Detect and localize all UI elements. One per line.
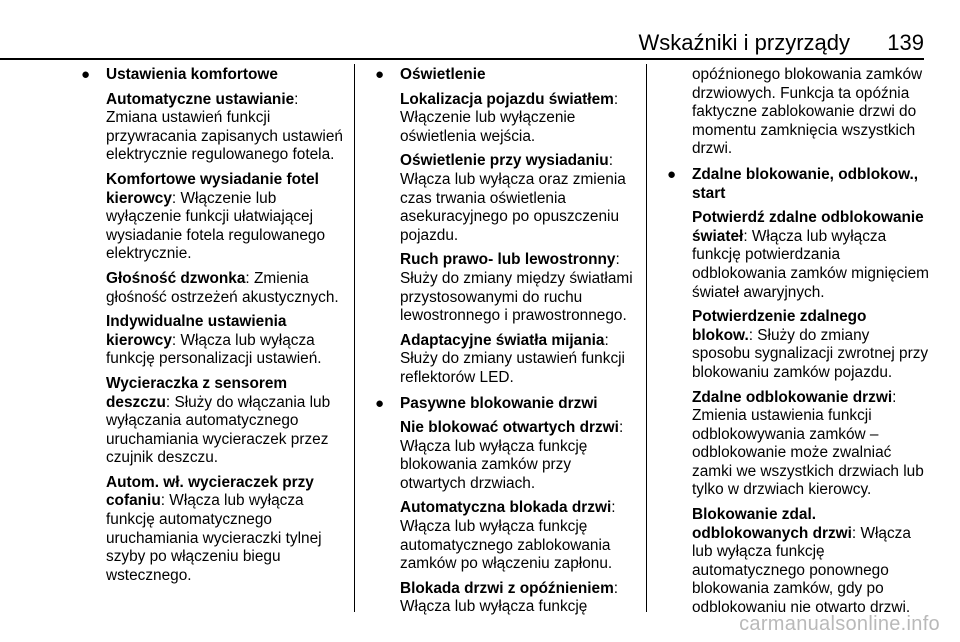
section bbox=[667, 166, 929, 618]
section-heading: Pasywne blokowanie drzwi bbox=[400, 394, 598, 412]
setting-description: Zmienia ustawienia funkcji odblokowywania zamków – odblokowanie może zwalniać zamki we wszystkich drzwiach lub tylko w drzwiach kierowcy. bbox=[692, 407, 924, 499]
setting-separator: : bbox=[611, 499, 616, 517]
setting-item bbox=[106, 375, 347, 468]
setting-item bbox=[400, 499, 637, 573]
setting-item bbox=[400, 332, 637, 388]
setting-description: Włącza lub wyłącza oraz zmienia czas trwania oświetlenia asekuracyjnego po opuszczeniu pojazdu. bbox=[400, 170, 626, 244]
setting-item bbox=[692, 209, 929, 302]
setting-description: Włącza lub wyłącza funkcję bbox=[400, 598, 588, 616]
setting-separator: : bbox=[171, 189, 177, 207]
setting-item bbox=[400, 152, 637, 245]
setting-item bbox=[106, 171, 347, 264]
bullet-icon: ● bbox=[667, 165, 677, 183]
setting-name: Potwierdzenie zdalnego blokow. bbox=[692, 308, 867, 344]
setting-name: Blokada drzwi z opóźnieniem bbox=[400, 579, 614, 597]
setting-separator: : bbox=[160, 492, 166, 510]
setting-item bbox=[106, 474, 347, 586]
setting-name: Oświetlenie przy wysiadaniu bbox=[400, 152, 609, 170]
setting-name: Automatyczna blokada drzwi bbox=[400, 499, 612, 517]
watermark: carmanualsonline.info bbox=[739, 613, 940, 635]
setting-separator: : bbox=[851, 524, 857, 542]
column-2 bbox=[375, 66, 637, 624]
setting-separator: : bbox=[604, 331, 609, 349]
setting-item bbox=[106, 270, 347, 307]
setting-name: Komfortowe wysiadanie fotel kierowcy bbox=[106, 170, 319, 207]
setting-description: Włącza lub wyłącza funkcję automatycznego ponownego blokowania zamków, gdy po odblokowaniu nie otwarto drzwi. bbox=[692, 524, 911, 617]
setting-name: Adaptacyjne światła mijania bbox=[400, 331, 605, 349]
setting-description: Włącza lub wyłącza funkcję personalizacji ustawień. bbox=[106, 331, 322, 368]
setting-item bbox=[400, 419, 637, 493]
setting-name: Autom. wł. wycieraczek przy cofaniu bbox=[106, 473, 314, 510]
setting-description: Włącza lub wyłącza funkcję potwierdzania odblokowania zamków mignięciem świateł awaryjnych. bbox=[692, 227, 929, 301]
setting-separator: : bbox=[245, 269, 250, 287]
setting-separator: : bbox=[892, 388, 897, 406]
setting-description: Służy do zmiany sposobu sygnalizacji zwrotnej przy blokowaniu zamków pojazdu. bbox=[692, 326, 929, 381]
setting-name: Wycieraczka z sensorem deszczu bbox=[106, 374, 288, 411]
setting-description: Włącza lub wyłącza funkcję blokowania zamków przy otwartych drzwiach. bbox=[400, 437, 588, 492]
section-heading: Ustawienia komfortowe bbox=[106, 66, 278, 83]
setting-description: Włączenie lub wyłączenie oświetlenia wejścia. bbox=[400, 109, 576, 145]
setting-name: Indywidualne ustawienia kierowcy bbox=[106, 313, 287, 349]
setting-item bbox=[692, 308, 929, 382]
setting-name: Potwierdź zdalne odblokowanie świateł bbox=[692, 209, 924, 245]
setting-description: Służy do zmiany między światłami przystosowanymi do ruchu lewostronnego i prawostronnego. bbox=[400, 269, 633, 325]
section-heading: Oświetlenie bbox=[400, 66, 486, 83]
setting-description: Włączenie lub wyłączenie funkcji ułatwiającej wysiadanie fotela regulowanego elektrycznie. bbox=[106, 189, 326, 263]
setting-description: Zmiana ustawień funkcji przywracania zapisanych ustawień elektrycznie regulowanego fotela. bbox=[106, 109, 343, 164]
bullet-icon: ● bbox=[375, 394, 385, 412]
setting-description: Służy do włączania lub wyłączania automatycznego uruchamiania wycieraczek przez czujnik deszczu. bbox=[106, 393, 331, 467]
column-1 bbox=[81, 66, 347, 592]
setting-separator: : bbox=[294, 90, 299, 108]
column-divider bbox=[646, 64, 647, 612]
page-number: 139 bbox=[887, 30, 924, 55]
column-3 bbox=[667, 66, 929, 625]
setting-item bbox=[692, 389, 929, 501]
setting-name: Ruch prawo- lub lewostronny bbox=[400, 251, 616, 269]
bullet-icon: ● bbox=[375, 66, 385, 83]
column-divider bbox=[354, 64, 355, 612]
setting-name: Głośność dzwonka bbox=[106, 269, 246, 287]
setting-item bbox=[400, 580, 637, 617]
setting-separator: : bbox=[171, 331, 177, 349]
section bbox=[81, 66, 347, 585]
setting-description: Włącza lub wyłącza funkcję automatycznego zablokowania zamków po włączeniu zapłonu. bbox=[400, 518, 613, 573]
setting-name: Lokalizacja pojazdu światłem bbox=[400, 90, 614, 108]
setting-separator: : bbox=[608, 152, 613, 170]
setting-name: Automatyczne ustawianie bbox=[106, 90, 295, 108]
setting-separator: : bbox=[165, 393, 171, 411]
setting-description: Zmienia głośność ostrzeżeń akustycznych. bbox=[106, 269, 339, 306]
section-heading: Zdalne blokowanie, odblokow., start bbox=[692, 165, 919, 202]
setting-name: Zdalne odblokowanie drzwi bbox=[692, 388, 893, 406]
section bbox=[375, 395, 637, 618]
setting-name: Blokowanie zdal. odblokowanych drzwi bbox=[692, 506, 852, 542]
setting-separator: : bbox=[743, 227, 748, 245]
setting-separator: : bbox=[748, 326, 753, 344]
page-title: Wskaźniki i przyrządy bbox=[638, 30, 850, 55]
page-header bbox=[0, 30, 924, 56]
setting-name: Nie blokować otwartych drzwi bbox=[400, 419, 619, 437]
section bbox=[375, 66, 637, 388]
setting-separator: : bbox=[613, 579, 619, 597]
setting-item bbox=[692, 506, 929, 618]
setting-item bbox=[106, 91, 347, 165]
setting-description: Włącza lub wyłącza funkcję automatycznego uruchamiania wycieraczki tylnej szyby po włączeniu biegu wstecznego. bbox=[106, 492, 322, 584]
setting-separator: : bbox=[615, 251, 620, 269]
setting-item bbox=[106, 313, 347, 369]
setting-item bbox=[400, 91, 637, 147]
setting-separator: : bbox=[618, 419, 624, 437]
continued-text: opóźnionego blokowania zamków drzwiowych. Funkcja ta opóźnia faktyczne zablokowanie drzwi do momentu zamknięcia wszystkich drzwi. bbox=[692, 66, 923, 158]
setting-description: Służy do zmiany ustawień funkcji reflektorów LED. bbox=[400, 350, 625, 386]
bullet-icon: ● bbox=[81, 66, 91, 83]
header-divider bbox=[0, 58, 924, 60]
setting-item bbox=[400, 251, 637, 325]
setting-separator: : bbox=[613, 90, 619, 108]
